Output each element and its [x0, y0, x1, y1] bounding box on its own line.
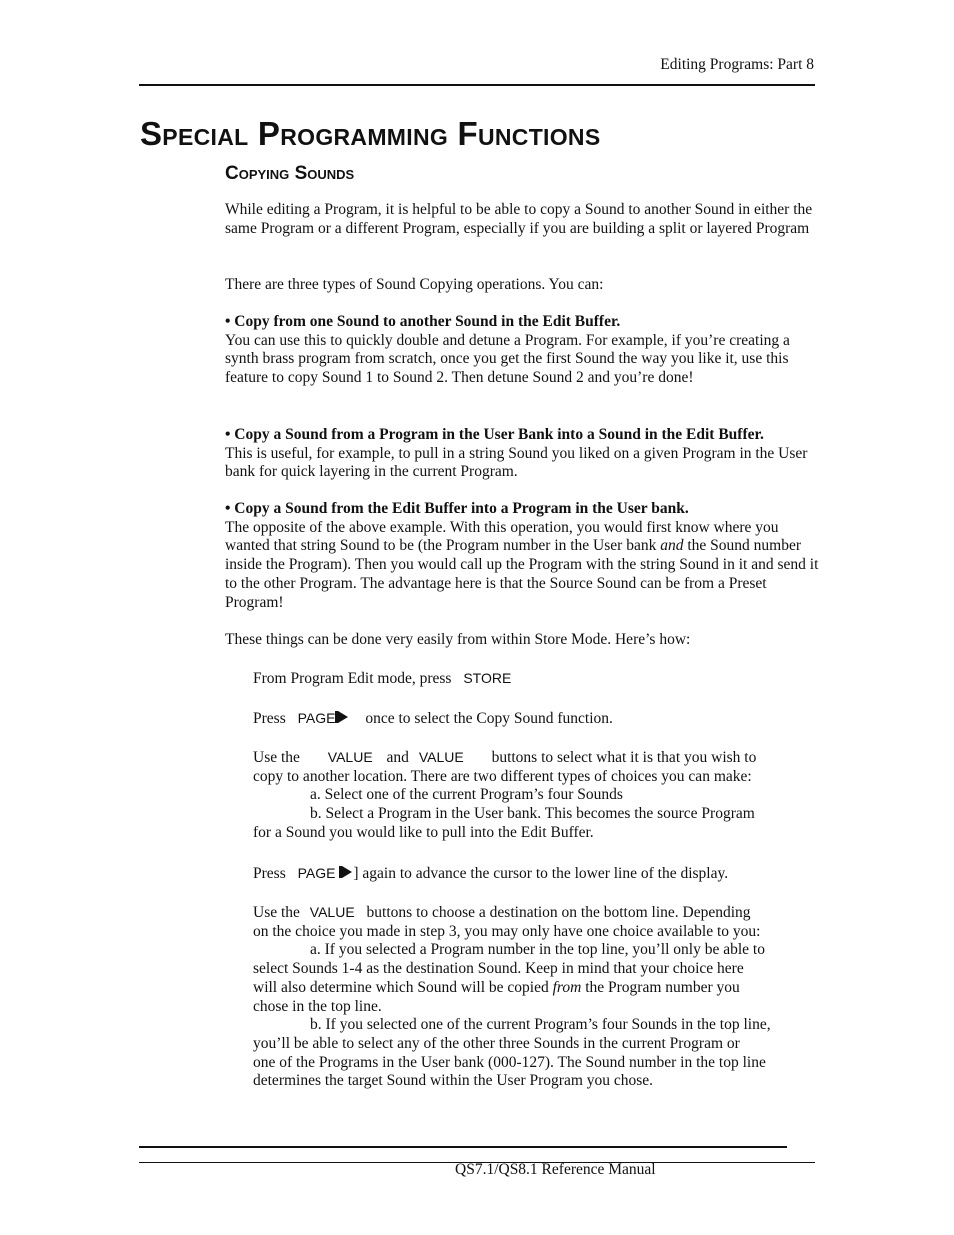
step-5-option-a-1: a. If you selected a Program number in the top line, you’ll only be able to: [310, 941, 765, 959]
operation-3-body-b: the Sound number inside the Program). Then you would call up the Program with the string Sound in it and send it to the other Program. The advantage here is that the Source Sound can be from a Preset Program!: [225, 537, 819, 611]
step-5-option-a-3-em: from: [552, 978, 582, 996]
step-1-text: From Program Edit mode, press: [253, 670, 452, 687]
step-3-option-a: a. Select one of the current Program’s four Sounds: [310, 786, 623, 804]
step-1: [253, 669, 823, 689]
step-3-option-b: b. Select a Program in the User bank. This becomes the source Program: [310, 805, 755, 823]
page-key-label: PAGE: [297, 710, 336, 726]
operation-3-heading: • Copy a Sound from the Edit Buffer into a Program in the User bank.: [225, 500, 689, 517]
value-up-key-label: VALUE: [327, 749, 373, 765]
step-5-pre: Use the: [253, 904, 300, 921]
step-5-option-a-2: select Sounds 1-4 as the destination Sound. Keep in mind that your choice here: [253, 960, 744, 978]
operation-1-heading: • Copy from one Sound to another Sound in the Edit Buffer.: [225, 313, 621, 330]
operation-1-body: You can use this to quickly double and detune a Program. For example, if you’re creating a synth brass program from scratch, once you get the first Sound the way you like it, use this feature to copy Sound 1 to Sound 2. Then detune Sound 2 and you’re done!: [225, 331, 790, 387]
step-2: [253, 709, 823, 729]
page-right-arrow-icon-2: [339, 865, 353, 879]
operation-3: [225, 500, 820, 612]
step-4: [253, 864, 823, 884]
footer-text: QS7.1/QS8.1 Reference Manual: [455, 1161, 656, 1178]
step-5-post: buttons to choose a destination on the bottom line. Depending: [366, 904, 751, 921]
operation-3-body-em: and: [660, 537, 684, 555]
step-4-post: ] again to advance the cursor to the lower line of the display.: [353, 865, 729, 882]
step-5-option-b-1: b. If you selected one of the current Program’s four Sounds in the top line,: [310, 1016, 771, 1034]
operation-2-body: This is useful, for example, to pull in a string Sound you liked on a given Program in the User bank for quick layering in the current Program.: [225, 444, 808, 481]
value-key-label: VALUE: [309, 904, 355, 920]
value-down-key-label: VALUE: [418, 749, 464, 765]
header-rule: [139, 84, 815, 86]
step-3: [253, 748, 823, 843]
operation-2-heading: • Copy a Sound from a Program in the User Bank into a Sound in the Edit Buffer.: [225, 426, 764, 443]
step-5-option-a-3: [253, 979, 823, 998]
page-key-label-2: PAGE: [297, 865, 336, 881]
page-right-arrow-icon: [335, 710, 349, 724]
types-intro: There are three types of Sound Copying operations. You can:: [225, 276, 604, 293]
store-key-label: STORE: [463, 670, 512, 686]
step-2-pre: Press: [253, 710, 286, 727]
step-5-option-b-4: determines the target Sound within the User Program you chose.: [253, 1072, 654, 1090]
operation-3-body-a: The opposite of the above example. With this operation, you would first know where you wanted that string Sound to be (the Program number in the User bank: [225, 518, 779, 555]
page-title: Special Programming Functions: [140, 115, 601, 152]
howto-intro: These things can be done very easily from within Store Mode. Here’s how:: [225, 631, 691, 648]
step-5-option-b-3: one of the Programs in the User bank (000-127). The Sound number in the top line: [253, 1053, 766, 1071]
step-3-line-2: copy to another location. There are two different types of choices you can make:: [253, 767, 752, 785]
step-5-option-a-3-post: the Program number you: [581, 978, 740, 996]
operation-1: [225, 313, 820, 388]
step-5-option-a-3-pre: will also determine which Sound will be copied: [253, 978, 553, 996]
step-5-option-b-2: you’ll be able to select any of the other three Sounds in the current Program or: [253, 1034, 740, 1052]
step-4-pre: Press: [253, 865, 286, 882]
step-5: [253, 903, 823, 1091]
step-5-option-a-4: chose in the top line.: [253, 997, 382, 1015]
step-3-post: buttons to select what it is that you wish to: [491, 749, 757, 766]
step-5-line-2: on the choice you made in step 3, you may only have one choice available to you:: [253, 922, 761, 940]
operation-2: [225, 426, 820, 482]
intro-paragraph: While editing a Program, it is helpful to be able to copy a Sound to another Sound in either the same Program or a different Program, especially if you are building a split or layered Program: [225, 201, 813, 237]
section-subtitle: Copying Sounds: [225, 163, 355, 184]
step-2-post: once to select the Copy Sound function.: [365, 710, 613, 727]
step-3-pre: Use the: [253, 749, 300, 766]
step-3-and: and: [386, 749, 409, 766]
running-head: Editing Programs: Part 8: [660, 56, 814, 73]
footer-rule-thick: [139, 1146, 787, 1148]
step-3-option-b-cont: for a Sound you would like to pull into the Edit Buffer.: [253, 823, 594, 841]
